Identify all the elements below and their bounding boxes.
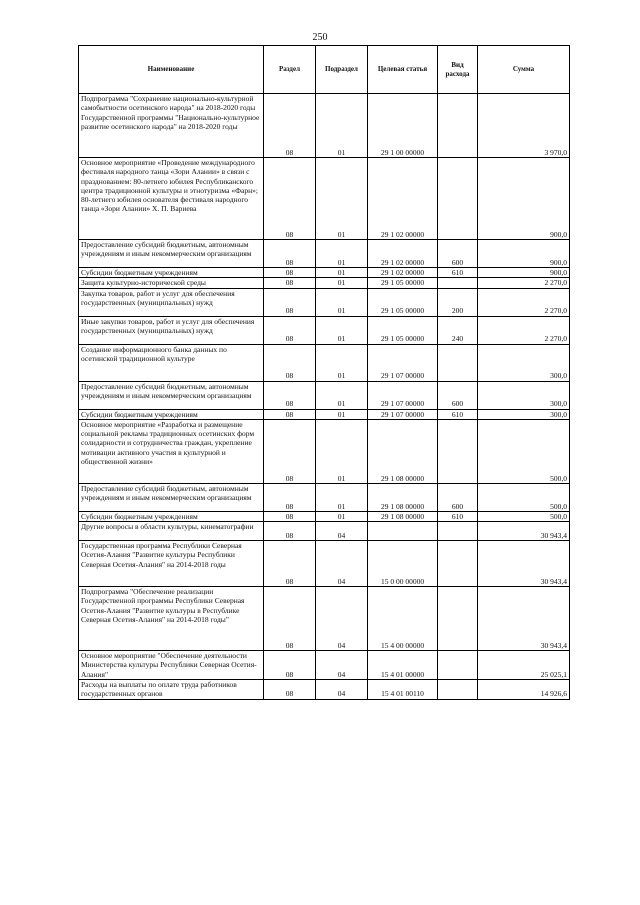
- table-row: [79, 381, 570, 409]
- cell-section: 08: [264, 587, 316, 651]
- cell-name: Защита культурно-исторической среды: [79, 278, 264, 288]
- table-row: [79, 587, 570, 651]
- cell-target: 29 1 00 00000: [368, 94, 438, 158]
- cell-section: 08: [264, 381, 316, 409]
- cell-amount: 500,0: [478, 483, 570, 511]
- cell-name: Основное мероприятие "Обеспечение деятельности Министерства культуры Республики Северная Осетия-Алания": [79, 651, 264, 680]
- cell-section: 08: [264, 94, 316, 158]
- cell-name: Другие вопросы в области культуры, кинематографии: [79, 522, 264, 541]
- cell-target: 29 1 05 00000: [368, 278, 438, 288]
- cell-name: Расходы на выплаты по оплате труда работников государственных органов: [79, 680, 264, 700]
- table-row: [79, 541, 570, 587]
- cell-expense: [438, 158, 478, 240]
- cell-amount: 30 943,4: [478, 522, 570, 541]
- cell-subsection: 01: [316, 419, 368, 483]
- cell-subsection: 01: [316, 94, 368, 158]
- cell-subsection: 01: [316, 288, 368, 316]
- cell-section: 08: [264, 651, 316, 680]
- cell-section: 08: [264, 268, 316, 278]
- cell-target: 15 4 00 00000: [368, 587, 438, 651]
- page-number: 250: [312, 32, 328, 43]
- cell-expense: [438, 680, 478, 700]
- cell-amount: 30 943,4: [478, 587, 570, 651]
- cell-expense: 610: [438, 268, 478, 278]
- cell-expense: [438, 587, 478, 651]
- cell-target: 29 1 07 00000: [368, 381, 438, 409]
- cell-expense: 600: [438, 483, 478, 511]
- cell-name: Предоставление субсидий бюджетным, автономным учреждениям и иным некоммерческим организациям: [79, 483, 264, 511]
- cell-target: 29 1 02 00000: [368, 268, 438, 278]
- budget-table: [78, 45, 570, 700]
- cell-section: 08: [264, 483, 316, 511]
- cell-subsection: 04: [316, 522, 368, 541]
- cell-subsection: 04: [316, 587, 368, 651]
- cell-subsection: 04: [316, 651, 368, 680]
- cell-expense: 200: [438, 288, 478, 316]
- cell-section: 08: [264, 419, 316, 483]
- table-row: [79, 316, 570, 344]
- cell-target: [368, 522, 438, 541]
- cell-amount: 900,0: [478, 240, 570, 268]
- table-row: [79, 419, 570, 483]
- cell-name: Субсидии бюджетным учреждениям: [79, 511, 264, 521]
- header-amount: Сумма: [478, 46, 570, 94]
- cell-expense: [438, 94, 478, 158]
- cell-amount: 2 270,0: [478, 278, 570, 288]
- cell-target: 15 4 01 00110: [368, 680, 438, 700]
- cell-target: 29 1 08 00000: [368, 511, 438, 521]
- cell-target: 29 1 08 00000: [368, 483, 438, 511]
- cell-expense: 600: [438, 240, 478, 268]
- table-row: [79, 268, 570, 278]
- cell-amount: 14 926,6: [478, 680, 570, 700]
- table-row: [79, 158, 570, 240]
- cell-subsection: 01: [316, 268, 368, 278]
- cell-name: Основное мероприятие «Проведение международного фестиваля народного танца «Зори Алании» в связи с празднованием: 80-летнего юбилея Республиканского центра традиционной культуры и этнотуризма «Фарн»; 80-летнего юбилея основателя фестиваля народного танца «Зори Алании» Х. П. Вариева: [79, 158, 264, 240]
- header-expense-type: Вид расхода: [438, 46, 478, 94]
- cell-expense: 610: [438, 409, 478, 419]
- cell-subsection: 01: [316, 381, 368, 409]
- cell-name: Предоставление субсидий бюджетным, автономным учреждениям и иным некоммерческим организациям: [79, 381, 264, 409]
- cell-subsection: 01: [316, 240, 368, 268]
- cell-expense: [438, 419, 478, 483]
- cell-expense: 610: [438, 511, 478, 521]
- cell-expense: [438, 344, 478, 381]
- cell-section: 08: [264, 240, 316, 268]
- cell-amount: 300,0: [478, 381, 570, 409]
- table-row: [79, 94, 570, 158]
- table-row: [79, 344, 570, 381]
- cell-name: Иные закупки товаров, работ и услуг для обеспечения государственных (муниципальных) нужд: [79, 316, 264, 344]
- cell-expense: 600: [438, 381, 478, 409]
- cell-target: 15 4 01 00000: [368, 651, 438, 680]
- cell-section: 08: [264, 316, 316, 344]
- cell-subsection: 01: [316, 344, 368, 381]
- cell-amount: 500,0: [478, 419, 570, 483]
- table-row: [79, 288, 570, 316]
- cell-target: 29 1 02 00000: [368, 158, 438, 240]
- cell-amount: 25 025,1: [478, 651, 570, 680]
- cell-amount: 900,0: [478, 158, 570, 240]
- cell-name: Подпрограмма "Сохранение национально-культурной самобытности осетинского народа" на 2018-2020 годы Государственной программы "Национально-культурное развитие осетинского народа" на 2018-2020 годы: [79, 94, 264, 158]
- cell-expense: [438, 651, 478, 680]
- cell-amount: 300,0: [478, 409, 570, 419]
- cell-subsection: 01: [316, 483, 368, 511]
- table-row: [79, 522, 570, 541]
- cell-section: 08: [264, 680, 316, 700]
- table-row: [79, 278, 570, 288]
- header-target: Целевая статья: [368, 46, 438, 94]
- cell-target: 29 1 05 00000: [368, 316, 438, 344]
- table-row: [79, 651, 570, 680]
- cell-name: Основное мероприятие «Разработка и размещение социальной рекламы традиционных осетинских форм солидарности и сотрудничества граждан, укрепление мотивации активного участия в культурной и общественной жизни»: [79, 419, 264, 483]
- cell-target: 29 1 07 00000: [368, 409, 438, 419]
- cell-subsection: 01: [316, 511, 368, 521]
- cell-expense: 240: [438, 316, 478, 344]
- cell-amount: 2 270,0: [478, 288, 570, 316]
- cell-expense: [438, 541, 478, 587]
- cell-name: Государственная программа Республики Северная Осетия-Алания "Развитие культуры Республики Северная Осетия-Алания" на 2014-2018 годы: [79, 541, 264, 587]
- cell-expense: [438, 522, 478, 541]
- cell-section: 08: [264, 288, 316, 316]
- cell-amount: 30 943,4: [478, 541, 570, 587]
- cell-subsection: 01: [316, 409, 368, 419]
- cell-name: Подпрограмма "Обеспечение реализации Государственной программы Республики Северная Осетия-Алания "Развитие культуры в Республике Северная Осетия-Алания" на 2014-2018 годы": [79, 587, 264, 651]
- cell-section: 08: [264, 158, 316, 240]
- table-row: [79, 511, 570, 521]
- cell-name: Субсидии бюджетным учреждениям: [79, 409, 264, 419]
- cell-section: 08: [264, 344, 316, 381]
- cell-target: 29 1 05 00000: [368, 288, 438, 316]
- cell-target: 15 0 00 00000: [368, 541, 438, 587]
- cell-section: 08: [264, 522, 316, 541]
- cell-section: 08: [264, 511, 316, 521]
- table-row: [79, 240, 570, 268]
- header-name: Наименование: [79, 46, 264, 94]
- header-section: Раздел: [264, 46, 316, 94]
- table-row: [79, 483, 570, 511]
- cell-subsection: 01: [316, 316, 368, 344]
- cell-section: 08: [264, 541, 316, 587]
- cell-amount: 300,0: [478, 344, 570, 381]
- cell-name: Создание информационного банка данных по осетинской традиционной культуре: [79, 344, 264, 381]
- header-subsection: Подраздел: [316, 46, 368, 94]
- table-row: [79, 409, 570, 419]
- cell-target: 29 1 08 00000: [368, 419, 438, 483]
- cell-amount: 900,0: [478, 268, 570, 278]
- table-header-row: [79, 46, 570, 94]
- cell-section: 08: [264, 409, 316, 419]
- cell-subsection: 01: [316, 278, 368, 288]
- cell-name: Субсидии бюджетным учреждениям: [79, 268, 264, 278]
- table-row: [79, 680, 570, 700]
- cell-subsection: 04: [316, 680, 368, 700]
- cell-amount: 500,0: [478, 511, 570, 521]
- cell-amount: 3 970,0: [478, 94, 570, 158]
- cell-name: Закупка товаров, работ и услуг для обеспечения государственных (муниципальных) нужд: [79, 288, 264, 316]
- cell-subsection: 01: [316, 158, 368, 240]
- cell-amount: 2 270,0: [478, 316, 570, 344]
- cell-subsection: 04: [316, 541, 368, 587]
- cell-section: 08: [264, 278, 316, 288]
- cell-name: Предоставление субсидий бюджетным, автономным учреждениям и иным некоммерческим организациям: [79, 240, 264, 268]
- cell-target: 29 1 07 00000: [368, 344, 438, 381]
- cell-expense: [438, 278, 478, 288]
- cell-target: 29 1 02 00000: [368, 240, 438, 268]
